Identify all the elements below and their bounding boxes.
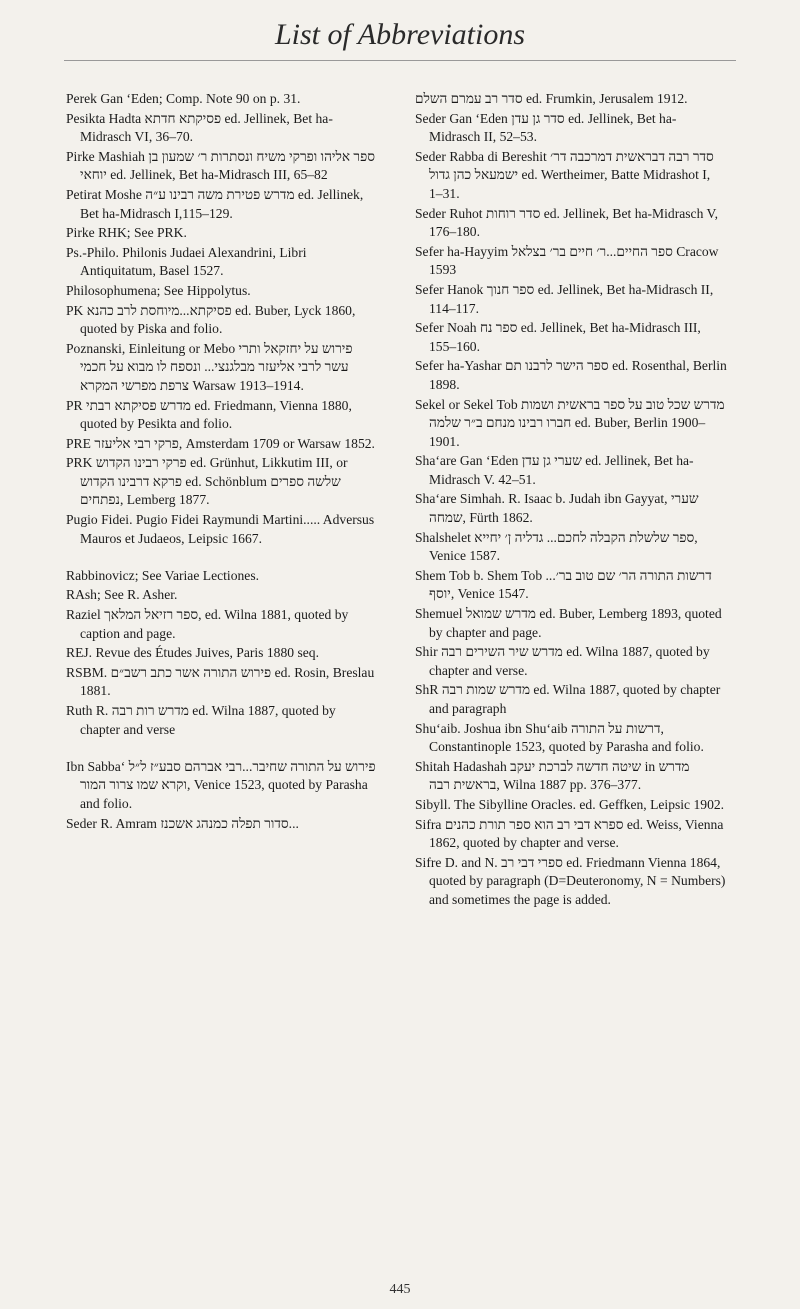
abbrev-entry: Seder R. Amram סדור תפלה כמנהג אשכנז... bbox=[66, 815, 299, 831]
abbrev-entry: Sibyll. The Sibylline Oracles. ed. Geffken, Leipsic 1902. bbox=[415, 796, 725, 812]
abbrev-entry: Sefer ha-Hayyim ספר החיים...ר׳ חיים בר׳ בצלאל Cracow 1593 bbox=[415, 243, 719, 278]
page-header: List of Abbreviations bbox=[274, 18, 526, 51]
abbrev-entry: Sha‘are Gan ‘Eden שערי גן עדן ed. Jellinek, Bet ha-Midrasch V. 42–51. bbox=[415, 453, 694, 487]
abbrev-entry: PRE פרקי רבי אליעזר, Amsterdam 1709 or Warsaw 1852. bbox=[66, 435, 375, 451]
abbrev-entry: Shitah Hadashah שיטה חדשה לברכת יעקב in מדרש בראשית רבה, Wilna 1887 pp. 376–377. bbox=[415, 758, 690, 793]
abbrev-entry: Sekel or Sekel Tob מדרש שכל טוב על ספר בראשית ושמות חברו רבינו מנחם ב״ר שלמה ed. Buber, Berlin 1900–1901. bbox=[415, 396, 725, 449]
abbrev-entry: Ruth R. מדרש רות רבה ed. Wilna 1887, quoted by chapter and verse bbox=[66, 703, 336, 737]
abbrev-entry: Raziel ספר רזיאל המלאך, ed. Wilna 1881, quoted by caption and page. bbox=[66, 607, 349, 641]
abbrev-entry: Sefer ha-Yashar ספר הישר לרבנו תם ed. Rosenthal, Berlin 1898. bbox=[415, 358, 727, 392]
abbrev-entry: Seder Rabba di Bereshit סדר רבה דבראשית דמרכבה דר׳ ישמעאל כהן גדול ed. Wertheimer, Batte Midrashot I, 1–31. bbox=[415, 148, 714, 201]
abbrev-entry: Petirat Moshe מדרש פטירת משה רבינו ע״ה ed. Jellinek, Bet ha-Midrasch I,115–129. bbox=[66, 186, 364, 221]
abbrev-entry: Shalshelet ספר שלשלת הקבלה לחכם... גדליה ן׳ יחייא, Venice 1587. bbox=[415, 529, 698, 564]
abbrev-entry: Seder Gan ‘Eden סדר גן עדן ed. Jellinek, Bet ha-Midrasch II, 52–53. bbox=[415, 110, 677, 145]
abbrev-entry: Pesikta Hadta פסיקתא חדתא ed. Jellinek, Bet ha-Midrasch VI, 36–70. bbox=[66, 110, 333, 145]
abbrev-entry: PR מדרש פסיקתא רבתי ed. Friedmann, Vienna 1880, quoted by Pesikta and folio. bbox=[66, 397, 352, 432]
abbrev-entry: Sefer Hanok ספר חנוך ed. Jellinek, Bet ha-Midrasch II, 114–117. bbox=[415, 281, 714, 316]
abbrev-entry: Shemuel מדרש שמואל ed. Buber, Lemberg 1893, quoted by chapter and page. bbox=[415, 606, 722, 640]
abbrev-entry: Sha‘are Simhah. R. Isaac b. Judah ibn Gayyat, שערי שמחה, Fürth 1862. bbox=[415, 491, 699, 526]
abbrev-entry: Rabbinovicz; See Variae Lectiones. bbox=[66, 567, 260, 583]
abbrev-entry: Pugio Fidei. Pugio Fidei Raymundi Martini..... Adversus Mauros et Judaeos, Leipsic 1667. bbox=[66, 512, 375, 546]
abbrev-entry: Pirke Mashiah ספר אליהו ופרקי משיח ונסתרות ר׳ שמעון בן יוחאי ed. Jellinek, Bet ha-Midrasch III, 65–82 bbox=[66, 148, 375, 183]
abbrev-entry: REJ. Revue des Études Juives, Paris 1880 seq. bbox=[66, 645, 319, 661]
abbrev-entry: סדר רב עמרם השלם ed. Frumkin, Jerusalem 1912. bbox=[415, 91, 688, 106]
abbrev-entry: Sifra ספרא דבי רב הוא ספר תורת כהנים ed. Weiss, Vienna 1862, quoted by chapter and verse. bbox=[415, 816, 724, 851]
page-number: 445 bbox=[389, 1282, 411, 1297]
abbrev-entry: Ibn Sabba‘ פירוש על התורה שחיבר...רבי אברהם סבע״ז ל״ל וקרא שמו צרור המור, Venice 1523, quoted by Parasha and folio. bbox=[66, 758, 376, 811]
abbrev-entry: Shu‘aib. Joshua ibn Shu‘aib דרשות על התורה, Constantinople 1523, quoted by Parasha and folio. bbox=[415, 720, 704, 755]
right-column bbox=[415, 90, 727, 911]
abbrev-entry: RSBM. פירוש התורה אשר כתב רשב״ם ed. Rosin, Breslau 1881. bbox=[66, 664, 375, 699]
abbrev-entry: Perek Gan ‘Eden; Comp. Note 90 on p. 31. bbox=[66, 91, 301, 106]
abbrev-entry: Shem Tob b. Shem Tob ...דרשות התורה הר׳ שם טוב בר׳ יוסף, Venice 1547. bbox=[415, 567, 712, 602]
abbrev-entry: Poznanski, Einleitung or Mebo פירוש על יחזקאל ותרי עשר לרבי אליעזר מבלגנצי... ונספח לו מבוא על חכמי צרפת מפרשי המקרא Warsaw 1913–1914. bbox=[66, 340, 353, 393]
abbrev-entry: ShR מדרש שמות רבה ed. Wilna 1887, quoted by chapter and paragraph bbox=[415, 682, 721, 716]
abbrev-entry: PK פסיקתא...מיוחסת לרב כהנא ed. Buber, Lyck 1860, quoted by Piska and folio. bbox=[66, 302, 356, 337]
abbrev-entry: Pirke RHK; See PRK. bbox=[66, 225, 187, 241]
abbrev-entry: PRK פרקי רבינו הקדוש ed. Grünhut, Likkutim III, or פרקא דרבינו הקדוש ed. Schönblum שלשה ספרים נפתחים, Lemberg 1877. bbox=[66, 455, 348, 508]
abbrev-entry: Shir מדרש שיר השירים רבה ed. Wilna 1887, quoted by chapter and verse. bbox=[415, 644, 710, 678]
abbrev-entry: Ps.-Philo. Philonis Judaei Alexandrini, Libri Antiquitatum, Basel 1527. bbox=[66, 244, 307, 279]
abbrev-entry: Seder Ruhot סדר רוחות ed. Jellinek, Bet ha-Midrasch V, 176–180. bbox=[415, 205, 719, 240]
abbrev-entry: Sifre D. and N. ספרי דבי רב ed. Friedmann Vienna 1864, quoted by paragraph (D=Deuteronomy, N = Numbers) and sometimes the page is added. bbox=[415, 854, 726, 907]
header-rule bbox=[64, 60, 736, 61]
abbrev-entry: Sefer Noah ספר נח ed. Jellinek, Bet ha-Midrasch III, 155–160. bbox=[415, 320, 701, 354]
left-column bbox=[66, 90, 378, 834]
abbrev-entry: RAsh; See R. Asher. bbox=[66, 587, 178, 603]
abbrev-entry: Philosophumena; See Hippolytus. bbox=[66, 282, 251, 298]
